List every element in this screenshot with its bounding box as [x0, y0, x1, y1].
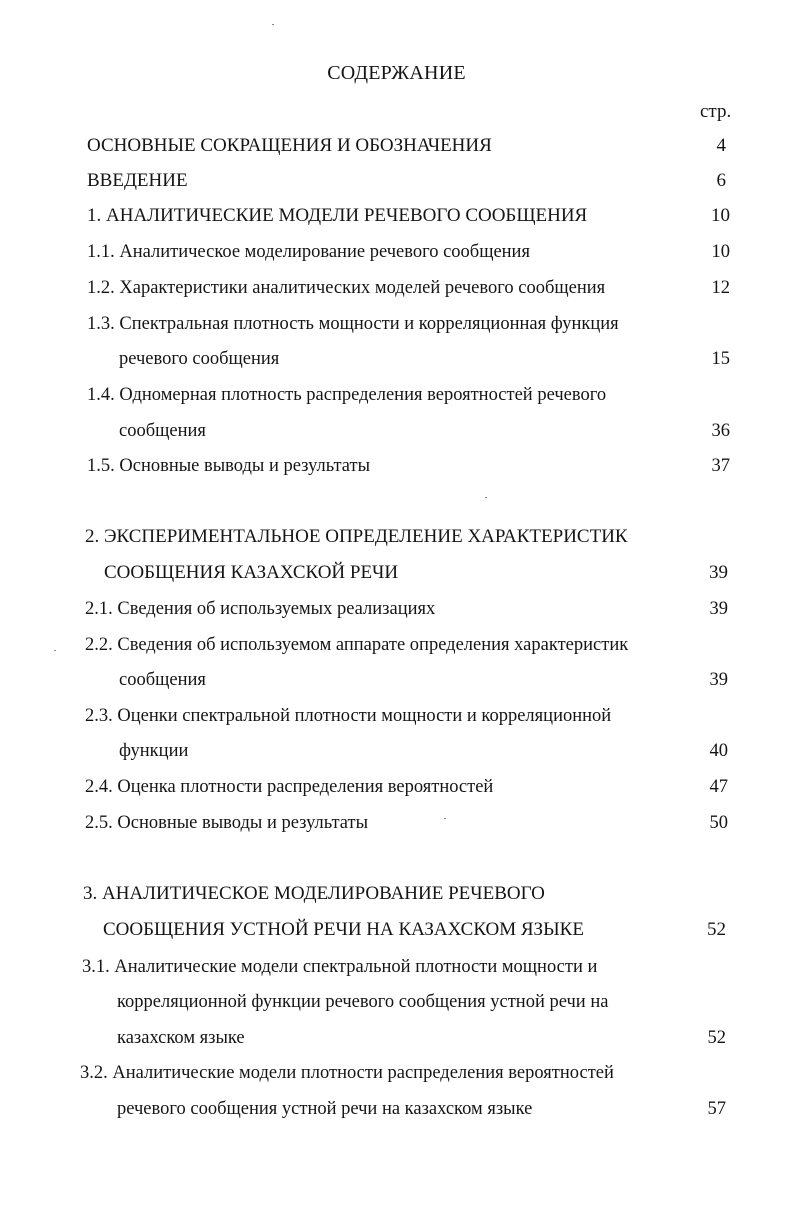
toc-entry-text: 2.1. Сведения об используемых реализациях	[85, 599, 436, 619]
toc-entry-text: 2.5. Основные выводы и результаты	[85, 813, 369, 833]
toc-entry-page: 39	[709, 670, 728, 690]
toc-entry-page: 10	[711, 205, 730, 226]
scan-speck	[54, 650, 56, 651]
toc-entry-introduction[interactable]	[0, 166, 793, 196]
toc-entry-section-3-1[interactable]	[0, 952, 793, 982]
toc-entry-section-1-3[interactable]	[0, 309, 793, 339]
toc-entry-chapter-3[interactable]	[0, 879, 793, 909]
toc-entry-text: 3.2. Аналитические модели плотности распределения вероятностей	[80, 1063, 614, 1083]
toc-entry-section-2-4[interactable]	[0, 772, 793, 802]
toc-entry-page: 36	[711, 421, 730, 441]
toc-entry-section-1-5[interactable]	[0, 451, 793, 481]
toc-entry-section-1-4-cont[interactable]	[0, 416, 793, 446]
toc-entry-section-2-2-cont[interactable]	[0, 665, 793, 695]
scan-speck	[485, 497, 487, 498]
toc-entry-text: 1.4. Одномерная плотность распределения вероятностей речевого	[87, 385, 607, 405]
toc-entry-text: 1.5. Основные выводы и результаты	[87, 456, 371, 476]
toc-entry-page: 39	[709, 599, 728, 619]
toc-entry-page: 15	[711, 349, 730, 369]
toc-entry-text: 1.2. Характеристики аналитических моделей речевого сообщения	[87, 278, 606, 298]
toc-entry-section-2-3-cont[interactable]	[0, 736, 793, 766]
toc-entry-page: 10	[711, 242, 730, 262]
toc-entry-text: речевого сообщения	[119, 349, 280, 369]
toc-entry-section-1-3-cont[interactable]	[0, 344, 793, 374]
toc-entry-text: 2.3. Оценки спектральной плотности мощности и корреляционной	[85, 706, 612, 726]
toc-entry-page: 57	[707, 1099, 726, 1119]
toc-entry-text: функции	[119, 741, 189, 761]
toc-entry-chapter-2[interactable]	[0, 522, 793, 552]
toc-entry-page: 40	[709, 741, 728, 761]
toc-entry-text: сообщения	[119, 670, 206, 690]
toc-entry-page: 52	[707, 1028, 726, 1048]
toc-entry-page: 37	[711, 456, 730, 476]
toc-entry-chapter-3-cont[interactable]	[0, 915, 793, 945]
toc-entry-section-1-4[interactable]	[0, 380, 793, 410]
toc-entry-text: корреляционной функции речевого сообщения устной речи на	[117, 992, 609, 1012]
scan-speck	[272, 24, 274, 25]
toc-entry-text: речевого сообщения устной речи на казахском языке	[117, 1099, 533, 1119]
toc-entry-page: 4	[716, 135, 726, 156]
toc-entry-text: 1.3. Спектральная плотность мощности и корреляционная функция	[87, 314, 619, 334]
toc-entry-section-2-3[interactable]	[0, 701, 793, 731]
toc-entry-chapter-2-cont[interactable]	[0, 558, 793, 588]
page-title: СОДЕРЖАНИЕ	[327, 62, 466, 84]
toc-entry-text: ОСНОВНЫЕ СОКРАЩЕНИЯ И ОБОЗНАЧЕНИЯ	[87, 135, 492, 156]
toc-entry-page: 50	[709, 813, 728, 833]
scan-speck	[444, 818, 446, 819]
toc-entry-text: 2.2. Сведения об используемом аппарате определения характеристик	[85, 635, 629, 655]
toc-entry-text: 3.1. Аналитические модели спектральной плотности мощности и	[82, 957, 598, 977]
toc-entry-text: сообщения	[119, 421, 206, 441]
toc-entry-section-2-1[interactable]	[0, 594, 793, 624]
toc-entry-section-3-2[interactable]	[0, 1058, 793, 1088]
toc-entry-section-1-2[interactable]	[0, 273, 793, 303]
toc-entry-page: 6	[716, 170, 726, 191]
toc-entry-text: СООБЩЕНИЯ УСТНОЙ РЕЧИ НА КАЗАХСКОМ ЯЗЫКЕ	[103, 919, 584, 940]
toc-entry-text: 2. ЭКСПЕРИМЕНТАЛЬНОЕ ОПРЕДЕЛЕНИЕ ХАРАКТЕРИСТИК	[85, 526, 628, 547]
toc-entry-text: 2.4. Оценка плотности распределения вероятностей	[85, 777, 494, 797]
toc-entry-page: 39	[709, 562, 728, 583]
toc-entry-page: 12	[711, 278, 730, 298]
toc-entry-section-3-1-cont[interactable]	[0, 987, 793, 1017]
toc-entry-page: 47	[709, 777, 728, 797]
toc-entry-section-1-1[interactable]	[0, 237, 793, 267]
toc-entry-text: ВВЕДЕНИЕ	[87, 170, 188, 191]
toc-entry-section-2-5[interactable]	[0, 808, 793, 838]
toc-entry-chapter-1[interactable]	[0, 201, 793, 231]
toc-entry-page: 52	[707, 919, 726, 940]
toc-entry-text: СООБЩЕНИЯ КАЗАХСКОЙ РЕЧИ	[104, 562, 399, 583]
toc-entry-section-2-2[interactable]	[0, 630, 793, 660]
toc-entry-text: казахском языке	[117, 1028, 245, 1048]
toc-entry-text: 3. АНАЛИТИЧЕСКОЕ МОДЕЛИРОВАНИЕ РЕЧЕВОГО	[83, 883, 545, 904]
page-column-label: стр.	[700, 101, 732, 122]
toc-entry-text: 1.1. Аналитическое моделирование речевого сообщения	[87, 242, 530, 262]
toc-entry-section-3-2-cont[interactable]	[0, 1094, 793, 1124]
toc-entry-text: 1. АНАЛИТИЧЕСКИЕ МОДЕЛИ РЕЧЕВОГО СООБЩЕНИЯ	[87, 205, 588, 226]
toc-entry-section-3-1-cont-2[interactable]	[0, 1023, 793, 1053]
toc-entry-abbreviations[interactable]	[0, 131, 793, 161]
